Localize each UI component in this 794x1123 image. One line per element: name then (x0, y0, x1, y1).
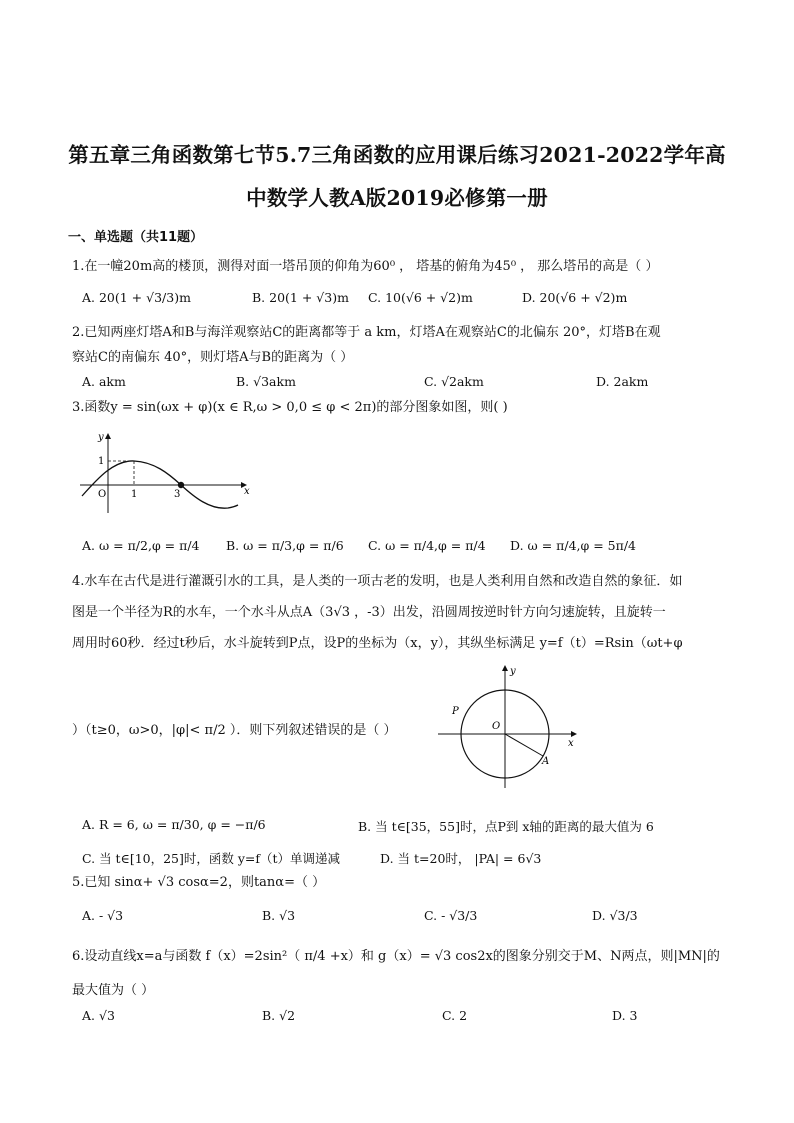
q3-option-a: A. ω = π/2,φ = π/4 (82, 538, 200, 553)
q4-option-d: D. 当 t=20时， |PA| = 6√3 (380, 851, 542, 866)
q4-stem-line1: 4.水车在古代是进行灌溉引水的工具，是人类的一项古老的发明，也是人类利用自然和改造自然的象征．如 (72, 574, 683, 589)
q4-stem-line3: 周用时60秒．经过t秒后，水斗旋转到P点，设P的坐标为（x，y），其纵坐标满足 y=f（t）=Rsin（ωt+φ (72, 636, 683, 651)
section-heading: 一、单选题（共11题） (68, 230, 204, 245)
q6-option-a: A. √3 (82, 1008, 115, 1023)
q4-option-b: B. 当 t∈[35，55]时，点P到 x轴的距离的最大值为 6 (358, 819, 654, 834)
q2-option-c: C. √2akm (424, 374, 484, 389)
q2-option-b: B. √3akm (236, 374, 296, 389)
q4-radius-oa (505, 734, 543, 756)
q3-x-label: x (244, 486, 250, 497)
q2-stem-line2: 察站C的南偏东 40°，则灯塔A与B的距离为（ ） (72, 350, 354, 365)
q5-stem: 5.已知 sinα+ √3 cosα=2，则tanα=（ ） (72, 875, 326, 890)
document-title-line2: 中数学人教A版2019必修第一册 (246, 186, 548, 210)
q4-stem-line4: ）（t≥0，ω>0，|φ|< π/2 ）．则下列叙述错误的是（ ） (72, 723, 397, 738)
q1-option-c: C. 10(√6 + √2)m (368, 290, 473, 305)
q5-option-a: A. - √3 (82, 908, 124, 923)
q2-option-a: A. akm (82, 374, 126, 389)
q5-option-d: D. √3/3 (592, 908, 638, 923)
q2-stem-line1: 2.已知两座灯塔A和B与海洋观察站C的距离都等于 a km，灯塔A在观察站C的北偏东 20°，灯塔B在观 (72, 325, 661, 340)
q2-option-d: D. 2akm (596, 374, 649, 389)
q4-waterwheel-diagram (436, 662, 586, 792)
q3-option-b: B. ω = π/3,φ = π/6 (226, 538, 344, 553)
q4-x-label: x (568, 738, 574, 749)
q3-tick-y1: 1 (98, 456, 105, 467)
q3-stem: 3.函数y = sin(ωx + φ)(x ∈ R,ω > 0,0 ≤ φ < 2π)的部分图象如图，则( ) (72, 400, 508, 415)
q4-option-a: A. R = 6, ω = π/30, φ = −π/6 (82, 817, 266, 832)
q6-option-c: C. 2 (442, 1008, 468, 1023)
q4-stem-line2: 图是一个半径为R的水车，一个水斗从点A（3√3 ，-3）出发，沿圆周按逆时针方向匀速旋转，且旋转一 (72, 605, 666, 620)
q1-option-a: A. 20(1 + √3/3)m (82, 290, 191, 305)
q3-y-label: y (98, 432, 104, 443)
q3-tick-x3: 3 (174, 489, 181, 500)
q6-stem-line2: 最大值为（ ） (72, 983, 155, 998)
q3-origin-label: O (98, 489, 107, 500)
q4-point-p-label: P (452, 706, 459, 717)
q1-option-b: B. 20(1 + √3)m (252, 290, 349, 305)
q4-option-c: C. 当 t∈[10，25]时，函数 y=f（t）单调递减 (82, 851, 341, 866)
q3-zero-point (178, 482, 184, 488)
q4-origin-label: O (492, 721, 501, 732)
q6-stem-line1: 6.设动直线x=a与函数 f（x）=2sin²（ π/4 +x）和 g（x）= √3 cos2x的图象分别交于M、N两点，则|MN|的 (72, 949, 720, 964)
document-title-line1: 第五章三角函数第七节5.7三角函数的应用课后练习2021-2022学年高 (68, 143, 726, 167)
q6-option-d: D. 3 (612, 1008, 638, 1023)
q6-option-b: B. √2 (262, 1008, 296, 1023)
q3-sine-graph (78, 428, 258, 518)
q3-tick-x1: 1 (131, 489, 138, 500)
q1-stem: 1.在一幢20m高的楼顶，测得对面一塔吊顶的仰角为60⁰ ， 塔基的俯角为45⁰ ， 那么塔吊的高是（ ） (72, 259, 659, 274)
q3-option-d: D. ω = π/4,φ = 5π/4 (510, 538, 636, 553)
q4-y-label: y (510, 666, 516, 677)
q5-option-c: C. - √3/3 (424, 908, 478, 923)
q3-option-c: C. ω = π/4,φ = π/4 (368, 538, 486, 553)
q1-option-d: D. 20(√6 + √2)m (522, 290, 628, 305)
q4-point-a-label: A (542, 756, 550, 767)
q5-option-b: B. √3 (262, 908, 296, 923)
